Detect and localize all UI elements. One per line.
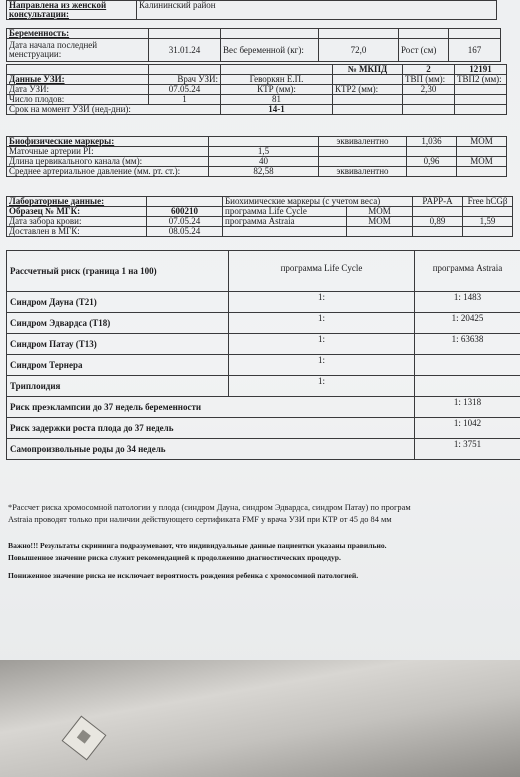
pi-mom-unit: МОМ xyxy=(457,137,507,147)
fetus-label: Число плодов: xyxy=(7,95,149,105)
risk-row-astraia xyxy=(415,355,520,376)
weight-label: Вес беременной (кг): xyxy=(221,39,319,62)
astraia-mom: МОМ xyxy=(347,217,413,227)
risk-row-lc: 1: xyxy=(229,334,415,355)
hcg-header: Free hCGβ xyxy=(463,197,513,207)
sample-value: 600210 xyxy=(147,207,223,217)
delivered-label: Доставлен в МГК: xyxy=(7,227,147,237)
extra-risk-row xyxy=(7,397,520,418)
bio-markers-header: Биохимические маркеры (с учетом веса) xyxy=(223,197,413,207)
map-mom-value: 0,96 xyxy=(407,157,457,167)
pi-mom-value: 1,036 xyxy=(407,137,457,147)
risk-row-astraia: 1: 63638 xyxy=(415,334,520,355)
weight-value: 72,0 xyxy=(319,39,399,62)
us-date-label: Дата УЗИ: xyxy=(7,85,149,95)
pi-equiv-label: эквивалентно xyxy=(319,137,407,147)
ultrasound-table xyxy=(6,64,507,115)
sample-label: Образец № МГК: xyxy=(7,207,147,217)
extra-risk-value: 1: 3751 xyxy=(415,439,520,460)
note-fmf-line2: Astraia проводят только при наличии действующего сертификата FMF у врача УЗИ при КТР от 45 до 84 мм xyxy=(8,515,392,524)
extra-risk-value: 1: 1042 xyxy=(415,418,520,439)
district-value: Калининский район xyxy=(137,1,497,20)
lmp-value: 31.01.24 xyxy=(149,39,221,62)
note-increased-risk: Повышенное значение риска служит рекомендацией к продолжению диагностических процедур. xyxy=(8,553,341,562)
risk-row-label: Синдром Тернера xyxy=(7,355,229,376)
risk-row-astraia: 1: 1483 xyxy=(415,292,520,313)
risk-row xyxy=(7,292,520,313)
risk-row-lc: 1: xyxy=(229,355,415,376)
risk-table xyxy=(6,250,520,460)
note-fmf-line1: *Рассчет риска хромосомной патологии у плода (синдром Дауна, синдром Эдвардса, синдром Патау) по програм xyxy=(8,503,411,512)
map-value: 82,58 xyxy=(209,167,319,177)
pi-label: Маточные артерии PI: xyxy=(7,147,209,157)
mkpd-label: № МКПД xyxy=(333,65,403,75)
risk-row-label: Триплоидия xyxy=(7,376,229,397)
term-label: Срок на момент УЗИ (нед-дни): xyxy=(7,105,221,115)
header-table xyxy=(6,0,497,20)
extra-risk-row xyxy=(7,418,520,439)
risk-row-lc: 1: xyxy=(229,292,415,313)
risk-row-label: Синдром Дауна (Т21) xyxy=(7,292,229,313)
risk-row xyxy=(7,334,520,355)
us-title: Данные УЗИ: xyxy=(7,75,149,85)
note-important: Важно!!! Результаты скрининга подразумевают, что индивидуальные данные пациентки указаны правильно. xyxy=(8,541,387,550)
extra-risk-value: 1: 1318 xyxy=(415,397,520,418)
tvp-label: ТВП (мм): xyxy=(403,75,455,85)
risk-row-label: Синдром Патау (Т13) xyxy=(7,334,229,355)
risk-row-label: Синдром Эдвардса (Т18) xyxy=(7,313,229,334)
map-mom-unit: МОМ xyxy=(457,157,507,167)
note-decreased-risk: Пониженное значение риска не исключает вероятность рождения ребенка с хромосомной патологией. xyxy=(8,571,359,580)
cervix-label: Длина цервикального канала (мм): xyxy=(7,157,209,167)
ktr-value: 81 xyxy=(221,95,333,105)
blood-date-value: 07.05.24 xyxy=(147,217,223,227)
height-value: 167 xyxy=(449,39,501,62)
map-equiv-label: эквивалентно xyxy=(319,167,407,177)
pi-value: 1,5 xyxy=(209,147,319,157)
map-label: Среднее артериальное давление (мм. рт. ст.): xyxy=(7,167,209,177)
us-date-value: 07.05.24 xyxy=(149,85,221,95)
height-label: Рост (см) xyxy=(399,39,449,62)
hcg-value: 1,59 xyxy=(463,217,513,227)
delivered-value: 08.05.24 xyxy=(147,227,223,237)
doctor-value: Геворкян Е.П. xyxy=(221,75,333,85)
extra-risk-label: Риск задержки роста плода до 37 недель xyxy=(7,418,415,439)
ktr-label: КТР (мм): xyxy=(221,85,333,95)
referral-label: Направлена из женской консультации: xyxy=(7,1,137,20)
mkpd-num: 2 xyxy=(403,65,455,75)
risk-row-lc: 1: xyxy=(229,376,415,397)
risk-col-astraia: программа Astraia xyxy=(415,251,520,292)
mkpd-code: 12191 xyxy=(455,65,507,75)
extra-risk-label: Риск преэклампсии до 37 недель беременности xyxy=(7,397,415,418)
lmp-label: Дата начала последней менструации: xyxy=(7,39,149,62)
extra-risk-label: Самопроизвольные роды до 34 недель xyxy=(7,439,415,460)
pappa-value: 0,89 xyxy=(413,217,463,227)
tvp2-label: ТВП2 (мм): xyxy=(455,75,507,85)
term-value: 14-1 xyxy=(221,105,333,115)
lab-title: Лабораторные данные: xyxy=(7,197,147,207)
fetus-value: 1 xyxy=(149,95,221,105)
lifecycle-mom: МОМ xyxy=(347,207,413,217)
ktr2-label: КТР2 (мм): xyxy=(333,85,403,95)
blood-date-label: Дата забора крови: xyxy=(7,217,147,227)
risk-row xyxy=(7,376,520,397)
pappa-header: PAPP-A xyxy=(413,197,463,207)
lab-table xyxy=(6,196,513,237)
pregnancy-table xyxy=(6,28,501,62)
risk-row xyxy=(7,313,520,334)
risk-row-lc: 1: xyxy=(229,313,415,334)
risk-col-lifecycle: программа Life Cycle xyxy=(229,251,415,292)
biophysical-table xyxy=(6,136,507,177)
cervix-value: 40 xyxy=(209,157,319,167)
risk-row-astraia: 1: 20425 xyxy=(415,313,520,334)
pregnancy-title: Беременность: xyxy=(7,29,149,39)
extra-risk-row xyxy=(7,439,520,460)
bio-title: Биофизические маркеры: xyxy=(7,137,209,147)
risk-title: Рассчетный риск (граница 1 на 100) xyxy=(7,251,229,292)
risk-row-astraia xyxy=(415,376,520,397)
prog-astraia: программа Astraia xyxy=(223,217,347,227)
tvp-value: 2,30 xyxy=(403,85,455,95)
prog-lifecycle: программа Life Cycle xyxy=(223,207,347,217)
doctor-label: Врач УЗИ: xyxy=(149,75,221,85)
risk-row xyxy=(7,355,520,376)
